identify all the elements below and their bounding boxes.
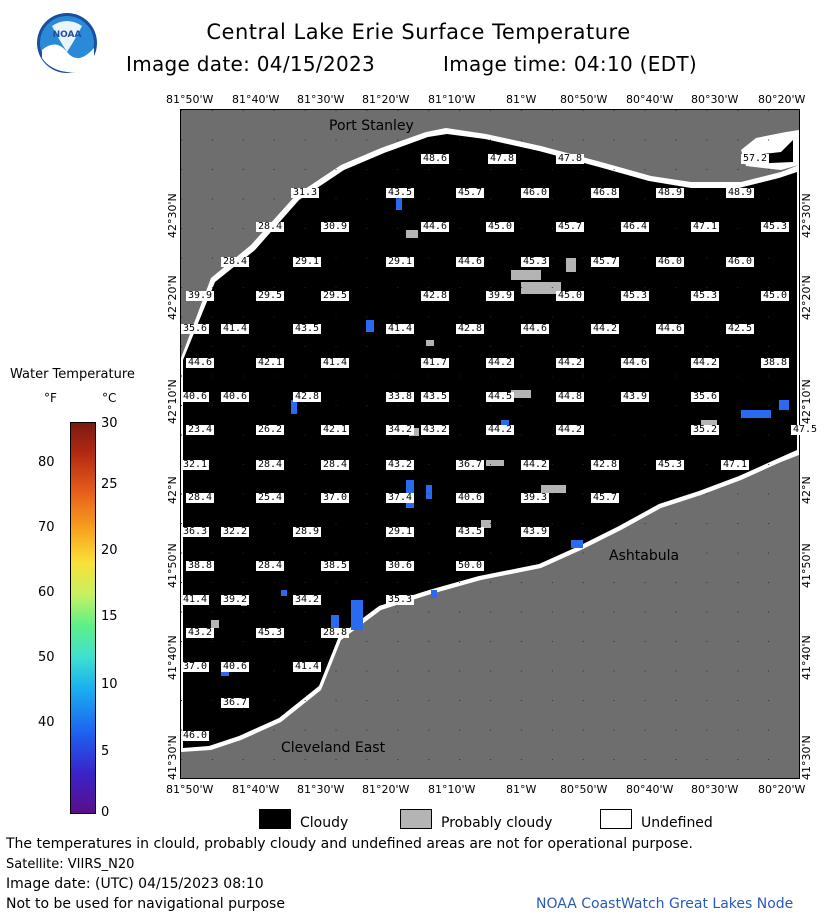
lon-tick-bottom: 81°20'W bbox=[362, 783, 410, 796]
temperature-label: 35.2 bbox=[693, 424, 718, 435]
legend-unit-c: °C bbox=[102, 391, 117, 405]
temperature-label: 45.3 bbox=[623, 290, 648, 301]
legend-c-tick: 25 bbox=[101, 477, 118, 492]
lat-tick-right: 42°30'N bbox=[800, 193, 813, 238]
utc-date-text: Image date: (UTC) 04/15/2023 08:10 bbox=[6, 876, 264, 892]
credit-text: NOAA CoastWatch Great Lakes Node bbox=[536, 896, 794, 912]
temperature-label: 46.0 bbox=[523, 187, 548, 198]
temperature-label: 28.9 bbox=[295, 526, 320, 537]
temperature-label: 32.1 bbox=[183, 459, 208, 470]
temperature-label: 39.3 bbox=[523, 492, 548, 503]
legend-f-tick: 80 bbox=[38, 455, 55, 470]
temperature-label: 47.8 bbox=[558, 153, 583, 164]
lat-tick-right: 41°30'N bbox=[800, 735, 813, 780]
lon-tick-bottom: 80°30'W bbox=[691, 783, 739, 796]
lon-tick-bottom: 81°30'W bbox=[297, 783, 345, 796]
legend-f-tick: 70 bbox=[38, 520, 55, 535]
temperature-label: 42.8 bbox=[423, 290, 448, 301]
logo-text: NOAA bbox=[52, 30, 82, 40]
temperature-label: 44.2 bbox=[593, 323, 618, 334]
temperature-label: 45.3 bbox=[258, 627, 283, 638]
lat-tick-right: 42°20'N bbox=[800, 275, 813, 320]
lon-tick-bottom: 81°40'W bbox=[232, 783, 280, 796]
lon-tick-top: 81°30'W bbox=[297, 93, 345, 106]
temperature-label: 45.3 bbox=[658, 459, 683, 470]
temperature-label: 47.1 bbox=[693, 221, 718, 232]
temperature-label: 48.9 bbox=[728, 187, 753, 198]
temperature-label: 32.2 bbox=[223, 526, 248, 537]
temperature-label: 44.6 bbox=[623, 357, 648, 368]
temperature-label: 43.9 bbox=[623, 391, 648, 402]
lat-tick-right: 41°50'N bbox=[800, 543, 813, 588]
lat-tick-right: 42°N bbox=[800, 476, 813, 504]
temperature-label: 50.0 bbox=[458, 560, 483, 571]
temperature-label: 33.8 bbox=[388, 391, 413, 402]
image-time: Image time: 04:10 (EDT) bbox=[443, 52, 698, 76]
lon-tick-top: 80°30'W bbox=[691, 93, 739, 106]
temperature-label: 44.2 bbox=[488, 424, 513, 435]
temperature-label: 40.6 bbox=[183, 391, 208, 402]
temperature-label: 45.0 bbox=[488, 221, 513, 232]
temperature-label: 28.4 bbox=[323, 459, 348, 470]
legend-c-tick: 0 bbox=[101, 805, 110, 820]
temperature-label: 30.9 bbox=[323, 221, 348, 232]
temperature-label: 42.8 bbox=[593, 459, 618, 470]
temperature-label: 39.2 bbox=[223, 594, 248, 605]
temperature-label: 46.0 bbox=[658, 256, 683, 267]
lon-tick-top: 80°50'W bbox=[560, 93, 608, 106]
temperature-color-bar bbox=[70, 422, 96, 814]
temperature-label: 29.1 bbox=[295, 256, 320, 267]
temperature-label: 29.1 bbox=[388, 256, 413, 267]
lat-tick-left: 41°30'N bbox=[166, 735, 179, 780]
temperature-label: 43.9 bbox=[523, 526, 548, 537]
temperature-label: 46.8 bbox=[593, 187, 618, 198]
temperature-label: 46.0 bbox=[183, 730, 208, 741]
temperature-label: 28.4 bbox=[258, 459, 283, 470]
legend-c-tick: 15 bbox=[101, 609, 118, 624]
temperature-label: 36.7 bbox=[458, 459, 483, 470]
temperature-label: 48.6 bbox=[423, 153, 448, 164]
temperature-label: 28.4 bbox=[258, 221, 283, 232]
temperature-label: 38.5 bbox=[323, 560, 348, 571]
temperature-label: 44.2 bbox=[523, 459, 548, 470]
temperature-label: 45.7 bbox=[593, 492, 618, 503]
temperature-label: 47.1 bbox=[723, 459, 748, 470]
legend-c-tick: 10 bbox=[101, 677, 118, 692]
lat-tick-left: 41°50'N bbox=[166, 543, 179, 588]
temperature-label: 40.6 bbox=[458, 492, 483, 503]
temperature-label: 35.6 bbox=[183, 323, 208, 334]
lon-tick-bottom: 80°40'W bbox=[626, 783, 674, 796]
temperature-label: 30.6 bbox=[388, 560, 413, 571]
lon-tick-top: 81°10'W bbox=[428, 93, 476, 106]
lon-tick-bottom: 81°10'W bbox=[428, 783, 476, 796]
temperature-label: 36.7 bbox=[223, 697, 248, 708]
temperature-label: 29.5 bbox=[258, 290, 283, 301]
place-cleveland-east: Cleveland East bbox=[281, 740, 386, 756]
temperature-label: 29.5 bbox=[323, 290, 348, 301]
lat-tick-left: 42°N bbox=[166, 476, 179, 504]
temperature-label: 37.4 bbox=[388, 492, 413, 503]
lat-tick-left: 41°40'N bbox=[166, 635, 179, 680]
key-probably-cloudy-swatch bbox=[400, 809, 432, 829]
temperature-label: 46.4 bbox=[623, 221, 648, 232]
temperature-label: 38.8 bbox=[188, 560, 213, 571]
temperature-label: 42.8 bbox=[458, 323, 483, 334]
legend-title: Water Temperature bbox=[10, 367, 135, 382]
temperature-label: 26.2 bbox=[258, 424, 283, 435]
temperature-label: 35.3 bbox=[388, 594, 413, 605]
lon-tick-top: 81°40'W bbox=[232, 93, 280, 106]
lon-tick-top: 81°W bbox=[506, 93, 537, 106]
temperature-label: 44.2 bbox=[488, 357, 513, 368]
temperature-label: 44.6 bbox=[658, 323, 683, 334]
temperature-label: 40.6 bbox=[223, 391, 248, 402]
temperature-label: 36.3 bbox=[183, 526, 208, 537]
temperature-label: 40.6 bbox=[223, 661, 248, 672]
temperature-label: 41.4 bbox=[323, 357, 348, 368]
key-cloudy-label: Cloudy bbox=[300, 815, 349, 831]
temperature-label: 43.5 bbox=[423, 391, 448, 402]
temperature-label: 42.1 bbox=[323, 424, 348, 435]
temperature-label: 25.4 bbox=[258, 492, 283, 503]
temperature-label: 29.1 bbox=[388, 526, 413, 537]
temperature-label: 45.7 bbox=[593, 256, 618, 267]
temperature-label: 42.1 bbox=[258, 357, 283, 368]
legend-f-tick: 60 bbox=[38, 585, 55, 600]
temperature-label: 43.2 bbox=[423, 424, 448, 435]
lon-tick-bottom: 80°50'W bbox=[560, 783, 608, 796]
temperature-label: 45.7 bbox=[558, 221, 583, 232]
temperature-label: 38.8 bbox=[763, 357, 788, 368]
temperature-label: 41.4 bbox=[388, 323, 413, 334]
legend-f-tick: 40 bbox=[38, 715, 55, 730]
temperature-label: 45.3 bbox=[523, 256, 548, 267]
lat-tick-left: 42°10'N bbox=[166, 379, 179, 424]
nav-warning-text: Not to be used for navigational purpose bbox=[6, 896, 285, 912]
temperature-label: 41.4 bbox=[295, 661, 320, 672]
key-undefined-label: Undefined bbox=[641, 815, 713, 831]
map-graphics bbox=[181, 110, 799, 778]
temperature-label: 43.2 bbox=[388, 459, 413, 470]
temperature-label: 41.4 bbox=[183, 594, 208, 605]
temperature-label: 44.6 bbox=[458, 256, 483, 267]
legend-unit-f: °F bbox=[44, 391, 57, 405]
temperature-label: 34.2 bbox=[295, 594, 320, 605]
legend-c-tick: 30 bbox=[101, 416, 118, 431]
temperature-label: 37.0 bbox=[183, 661, 208, 672]
legend-f-tick: 50 bbox=[38, 650, 55, 665]
lon-tick-top: 80°40'W bbox=[626, 93, 674, 106]
temperature-label: 28.4 bbox=[188, 492, 213, 503]
temperature-label: 44.2 bbox=[693, 357, 718, 368]
temperature-label: 28.8 bbox=[323, 627, 348, 638]
temperature-label: 47.8 bbox=[490, 153, 515, 164]
lon-tick-top: 81°50'W bbox=[166, 93, 214, 106]
temperature-label: 42.5 bbox=[728, 323, 753, 334]
satellite-text: Satellite: VIIRS_N20 bbox=[6, 857, 135, 872]
temperature-label: 44.6 bbox=[423, 221, 448, 232]
temperature-label: 41.7 bbox=[423, 357, 448, 368]
page-title: Central Lake Erie Surface Temperature bbox=[206, 20, 631, 44]
temperature-label: 41.4 bbox=[223, 323, 248, 334]
temperature-label: 45.0 bbox=[763, 290, 788, 301]
image-date: Image date: 04/15/2023 bbox=[126, 52, 376, 76]
temperature-label: 28.4 bbox=[223, 256, 248, 267]
temperature-label: 45.3 bbox=[763, 221, 788, 232]
temperature-label: 37.0 bbox=[323, 492, 348, 503]
temperature-label: 44.8 bbox=[558, 391, 583, 402]
temperature-label: 44.5 bbox=[488, 391, 513, 402]
temperature-label: 34.2 bbox=[388, 424, 413, 435]
key-probably-cloudy-label: Probably cloudy bbox=[441, 815, 553, 831]
temperature-label: 43.5 bbox=[458, 526, 483, 537]
lat-tick-right: 41°40'N bbox=[800, 635, 813, 680]
lat-tick-left: 42°20'N bbox=[166, 275, 179, 320]
disclaimer-text: The temperatures in clould, probably cloudy and undefined areas are not for operational purpose. bbox=[6, 836, 693, 852]
place-ashtabula: Ashtabula bbox=[609, 548, 680, 564]
temperature-label: 31.3 bbox=[293, 187, 318, 198]
temperature-label: 23.4 bbox=[188, 424, 213, 435]
temperature-label: 44.6 bbox=[523, 323, 548, 334]
temperature-label: 45.0 bbox=[558, 290, 583, 301]
temperature-label: 48.9 bbox=[658, 187, 683, 198]
temperature-label: 57.2 bbox=[743, 153, 768, 164]
lon-tick-bottom: 81°W bbox=[506, 783, 537, 796]
temperature-label: 45.7 bbox=[458, 187, 483, 198]
lat-tick-left: 42°30'N bbox=[166, 193, 179, 238]
legend-c-tick: 5 bbox=[101, 744, 110, 759]
temperature-label: 47.5 bbox=[793, 424, 818, 435]
lat-tick-right: 42°10'N bbox=[800, 379, 813, 424]
lon-tick-top: 80°20'W bbox=[758, 93, 806, 106]
lon-tick-bottom: 80°20'W bbox=[758, 783, 806, 796]
temperature-label: 42.8 bbox=[295, 391, 320, 402]
key-undefined-swatch bbox=[600, 809, 632, 829]
legend-c-tick: 20 bbox=[101, 543, 118, 558]
temperature-label: 43.5 bbox=[295, 323, 320, 334]
temperature-label: 44.2 bbox=[558, 357, 583, 368]
temperature-label: 39.9 bbox=[188, 290, 213, 301]
lon-tick-top: 81°20'W bbox=[362, 93, 410, 106]
temperature-label: 43.2 bbox=[188, 627, 213, 638]
temperature-label: 39.9 bbox=[488, 290, 513, 301]
temperature-label: 45.3 bbox=[693, 290, 718, 301]
temperature-label: 44.2 bbox=[558, 424, 583, 435]
temperature-label: 35.6 bbox=[693, 391, 718, 402]
temperature-label: 28.4 bbox=[258, 560, 283, 571]
temperature-label: 46.0 bbox=[728, 256, 753, 267]
temperature-label: 43.5 bbox=[388, 187, 413, 198]
place-port-stanley: Port Stanley bbox=[329, 118, 414, 134]
temperature-label: 44.6 bbox=[188, 357, 213, 368]
lon-tick-bottom: 81°50'W bbox=[166, 783, 214, 796]
key-cloudy-swatch bbox=[259, 809, 291, 829]
